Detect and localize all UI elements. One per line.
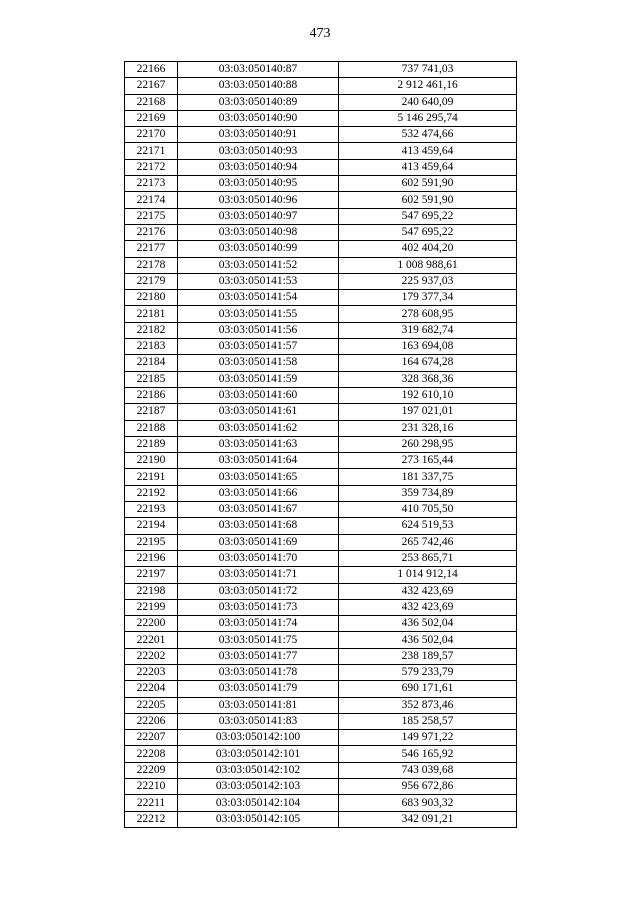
- cadastral-number-cell: 03:03:050142:103: [178, 779, 339, 795]
- cadastral-number-cell: 03:03:050140:94: [178, 159, 339, 175]
- table-row: [125, 273, 517, 289]
- value-cell: 265 742,46: [339, 534, 517, 550]
- cadastral-number-cell: 03:03:050142:102: [178, 762, 339, 778]
- table-row: [125, 62, 517, 78]
- table-row: [125, 224, 517, 240]
- value-cell: 240 640,09: [339, 94, 517, 110]
- table-row: [125, 322, 517, 338]
- row-number-cell: 22170: [125, 127, 178, 143]
- row-number-cell: 22201: [125, 632, 178, 648]
- value-cell: 179 377,34: [339, 290, 517, 306]
- value-cell: 432 423,69: [339, 599, 517, 615]
- table-row: [125, 599, 517, 615]
- value-cell: 260 298,95: [339, 436, 517, 452]
- row-number-cell: 22173: [125, 176, 178, 192]
- value-cell: 253 865,71: [339, 550, 517, 566]
- table-row: [125, 469, 517, 485]
- table-row: [125, 306, 517, 322]
- cadastral-number-cell: 03:03:050141:56: [178, 322, 339, 338]
- table-row: [125, 355, 517, 371]
- cadastral-number-cell: 03:03:050141:71: [178, 567, 339, 583]
- row-number-cell: 22197: [125, 567, 178, 583]
- value-cell: 436 502,04: [339, 632, 517, 648]
- value-cell: 547 695,22: [339, 224, 517, 240]
- value-cell: 278 608,95: [339, 306, 517, 322]
- table-row: [125, 518, 517, 534]
- row-number-cell: 22206: [125, 713, 178, 729]
- value-cell: 359 734,89: [339, 485, 517, 501]
- cadastral-number-cell: 03:03:050141:64: [178, 453, 339, 469]
- row-number-cell: 22168: [125, 94, 178, 110]
- row-number-cell: 22205: [125, 697, 178, 713]
- row-number-cell: 22211: [125, 795, 178, 811]
- row-number-cell: 22212: [125, 811, 178, 827]
- value-cell: 273 165,44: [339, 453, 517, 469]
- cadastral-number-cell: 03:03:050140:93: [178, 143, 339, 159]
- cadastral-number-cell: 03:03:050141:52: [178, 257, 339, 273]
- cadastral-number-cell: 03:03:050141:62: [178, 420, 339, 436]
- row-number-cell: 22184: [125, 355, 178, 371]
- row-number-cell: 22176: [125, 224, 178, 240]
- value-cell: 352 873,46: [339, 697, 517, 713]
- value-cell: 1 008 988,61: [339, 257, 517, 273]
- value-cell: 602 591,90: [339, 192, 517, 208]
- cadastral-number-cell: 03:03:050141:68: [178, 518, 339, 534]
- table-row: [125, 485, 517, 501]
- cadastral-number-cell: 03:03:050140:91: [178, 127, 339, 143]
- row-number-cell: 22183: [125, 339, 178, 355]
- value-cell: 185 258,57: [339, 713, 517, 729]
- value-cell: 5 146 295,74: [339, 110, 517, 126]
- cadastral-number-cell: 03:03:050140:98: [178, 224, 339, 240]
- table-row: [125, 127, 517, 143]
- value-cell: 2 912 461,16: [339, 78, 517, 94]
- cadastral-number-cell: 03:03:050141:53: [178, 273, 339, 289]
- cadastral-number-cell: 03:03:050140:97: [178, 208, 339, 224]
- table-row: [125, 159, 517, 175]
- row-number-cell: 22209: [125, 762, 178, 778]
- row-number-cell: 22208: [125, 746, 178, 762]
- row-number-cell: 22185: [125, 371, 178, 387]
- value-cell: 546 165,92: [339, 746, 517, 762]
- cadastral-number-cell: 03:03:050141:57: [178, 339, 339, 355]
- row-number-cell: 22210: [125, 779, 178, 795]
- value-cell: 328 368,36: [339, 371, 517, 387]
- value-cell: 192 610,10: [339, 387, 517, 403]
- row-number-cell: 22181: [125, 306, 178, 322]
- table-row: [125, 567, 517, 583]
- table-row: [125, 94, 517, 110]
- cadastral-number-cell: 03:03:050141:79: [178, 681, 339, 697]
- row-number-cell: 22204: [125, 681, 178, 697]
- table-row: [125, 502, 517, 518]
- row-number-cell: 22169: [125, 110, 178, 126]
- cadastral-number-cell: 03:03:050141:72: [178, 583, 339, 599]
- table-row: [125, 746, 517, 762]
- row-number-cell: 22202: [125, 648, 178, 664]
- cadastral-number-cell: 03:03:050141:55: [178, 306, 339, 322]
- row-number-cell: 22188: [125, 420, 178, 436]
- cadastral-number-cell: 03:03:050141:54: [178, 290, 339, 306]
- row-number-cell: 22198: [125, 583, 178, 599]
- value-cell: 319 682,74: [339, 322, 517, 338]
- cadastral-number-cell: 03:03:050140:89: [178, 94, 339, 110]
- value-cell: 532 474,66: [339, 127, 517, 143]
- table-row: [125, 681, 517, 697]
- row-number-cell: 22189: [125, 436, 178, 452]
- value-cell: 164 674,28: [339, 355, 517, 371]
- row-number-cell: 22174: [125, 192, 178, 208]
- value-cell: 410 705,50: [339, 502, 517, 518]
- row-number-cell: 22199: [125, 599, 178, 615]
- row-number-cell: 22178: [125, 257, 178, 273]
- table-row: [125, 795, 517, 811]
- table-row: [125, 420, 517, 436]
- row-number-cell: 22167: [125, 78, 178, 94]
- value-cell: 413 459,64: [339, 143, 517, 159]
- cadastral-number-cell: 03:03:050141:65: [178, 469, 339, 485]
- cadastral-number-cell: 03:03:050141:58: [178, 355, 339, 371]
- value-cell: 149 971,22: [339, 730, 517, 746]
- cadastral-number-cell: 03:03:050140:87: [178, 62, 339, 78]
- row-number-cell: 22194: [125, 518, 178, 534]
- cadastral-number-cell: 03:03:050140:96: [178, 192, 339, 208]
- cadastral-number-cell: 03:03:050141:59: [178, 371, 339, 387]
- value-cell: 413 459,64: [339, 159, 517, 175]
- row-number-cell: 22196: [125, 550, 178, 566]
- value-cell: 624 519,53: [339, 518, 517, 534]
- table-row: [125, 811, 517, 827]
- table-row: [125, 110, 517, 126]
- value-cell: 737 741,03: [339, 62, 517, 78]
- cadastral-number-cell: 03:03:050141:74: [178, 616, 339, 632]
- table-row: [125, 762, 517, 778]
- table-row: [125, 534, 517, 550]
- cadastral-number-cell: 03:03:050141:73: [178, 599, 339, 615]
- value-cell: 197 021,01: [339, 404, 517, 420]
- row-number-cell: 22203: [125, 664, 178, 680]
- table-row: [125, 713, 517, 729]
- value-cell: 402 404,20: [339, 241, 517, 257]
- cadastral-number-cell: 03:03:050141:75: [178, 632, 339, 648]
- table-row: [125, 78, 517, 94]
- cadastral-number-cell: 03:03:050140:88: [178, 78, 339, 94]
- table-row: [125, 257, 517, 273]
- table-row: [125, 208, 517, 224]
- cadastral-number-cell: 03:03:050142:105: [178, 811, 339, 827]
- value-cell: 1 014 912,14: [339, 567, 517, 583]
- value-cell: 683 903,32: [339, 795, 517, 811]
- row-number-cell: 22171: [125, 143, 178, 159]
- value-cell: 547 695,22: [339, 208, 517, 224]
- table-row: [125, 697, 517, 713]
- value-cell: 743 039,68: [339, 762, 517, 778]
- row-number-cell: 22200: [125, 616, 178, 632]
- table-row: [125, 632, 517, 648]
- cadastral-number-cell: 03:03:050141:78: [178, 664, 339, 680]
- row-number-cell: 22195: [125, 534, 178, 550]
- value-cell: 342 091,21: [339, 811, 517, 827]
- value-cell: 181 337,75: [339, 469, 517, 485]
- table-row: [125, 339, 517, 355]
- cadastral-number-cell: 03:03:050141:61: [178, 404, 339, 420]
- table-row: [125, 664, 517, 680]
- row-number-cell: 22192: [125, 485, 178, 501]
- table-row: [125, 779, 517, 795]
- value-cell: 436 502,04: [339, 616, 517, 632]
- cadastral-number-cell: 03:03:050140:99: [178, 241, 339, 257]
- value-cell: 432 423,69: [339, 583, 517, 599]
- table-row: [125, 290, 517, 306]
- row-number-cell: 22180: [125, 290, 178, 306]
- row-number-cell: 22187: [125, 404, 178, 420]
- cadastral-number-cell: 03:03:050141:60: [178, 387, 339, 403]
- table-row: [125, 453, 517, 469]
- table-row: [125, 143, 517, 159]
- cadastral-value-table: [124, 61, 517, 828]
- value-cell: 225 937,03: [339, 273, 517, 289]
- cadastral-number-cell: 03:03:050141:83: [178, 713, 339, 729]
- cadastral-number-cell: 03:03:050141:70: [178, 550, 339, 566]
- table-row: [125, 550, 517, 566]
- cadastral-number-cell: 03:03:050142:101: [178, 746, 339, 762]
- row-number-cell: 22166: [125, 62, 178, 78]
- value-cell: 231 328,16: [339, 420, 517, 436]
- cadastral-number-cell: 03:03:050141:81: [178, 697, 339, 713]
- table-row: [125, 436, 517, 452]
- table-row: [125, 371, 517, 387]
- row-number-cell: 22177: [125, 241, 178, 257]
- row-number-cell: 22207: [125, 730, 178, 746]
- table-body: [125, 62, 517, 828]
- table-row: [125, 192, 517, 208]
- table-row: [125, 404, 517, 420]
- row-number-cell: 22182: [125, 322, 178, 338]
- value-cell: 579 233,79: [339, 664, 517, 680]
- row-number-cell: 22172: [125, 159, 178, 175]
- cadastral-number-cell: 03:03:050141:67: [178, 502, 339, 518]
- table-row: [125, 583, 517, 599]
- value-cell: 602 591,90: [339, 176, 517, 192]
- value-cell: 163 694,08: [339, 339, 517, 355]
- row-number-cell: 22190: [125, 453, 178, 469]
- page-number: 473: [309, 26, 331, 41]
- cadastral-number-cell: 03:03:050142:104: [178, 795, 339, 811]
- cadastral-number-cell: 03:03:050142:100: [178, 730, 339, 746]
- cadastral-number-cell: 03:03:050141:69: [178, 534, 339, 550]
- table-row: [125, 648, 517, 664]
- cadastral-number-cell: 03:03:050140:90: [178, 110, 339, 126]
- row-number-cell: 22186: [125, 387, 178, 403]
- row-number-cell: 22175: [125, 208, 178, 224]
- table-row: [125, 616, 517, 632]
- value-cell: 238 189,57: [339, 648, 517, 664]
- value-cell: 690 171,61: [339, 681, 517, 697]
- row-number-cell: 22179: [125, 273, 178, 289]
- cadastral-number-cell: 03:03:050141:77: [178, 648, 339, 664]
- cadastral-number-cell: 03:03:050141:63: [178, 436, 339, 452]
- row-number-cell: 22191: [125, 469, 178, 485]
- cadastral-number-cell: 03:03:050141:66: [178, 485, 339, 501]
- table-row: [125, 241, 517, 257]
- table-row: [125, 176, 517, 192]
- table-row: [125, 387, 517, 403]
- table-row: [125, 730, 517, 746]
- row-number-cell: 22193: [125, 502, 178, 518]
- value-cell: 956 672,86: [339, 779, 517, 795]
- cadastral-number-cell: 03:03:050140:95: [178, 176, 339, 192]
